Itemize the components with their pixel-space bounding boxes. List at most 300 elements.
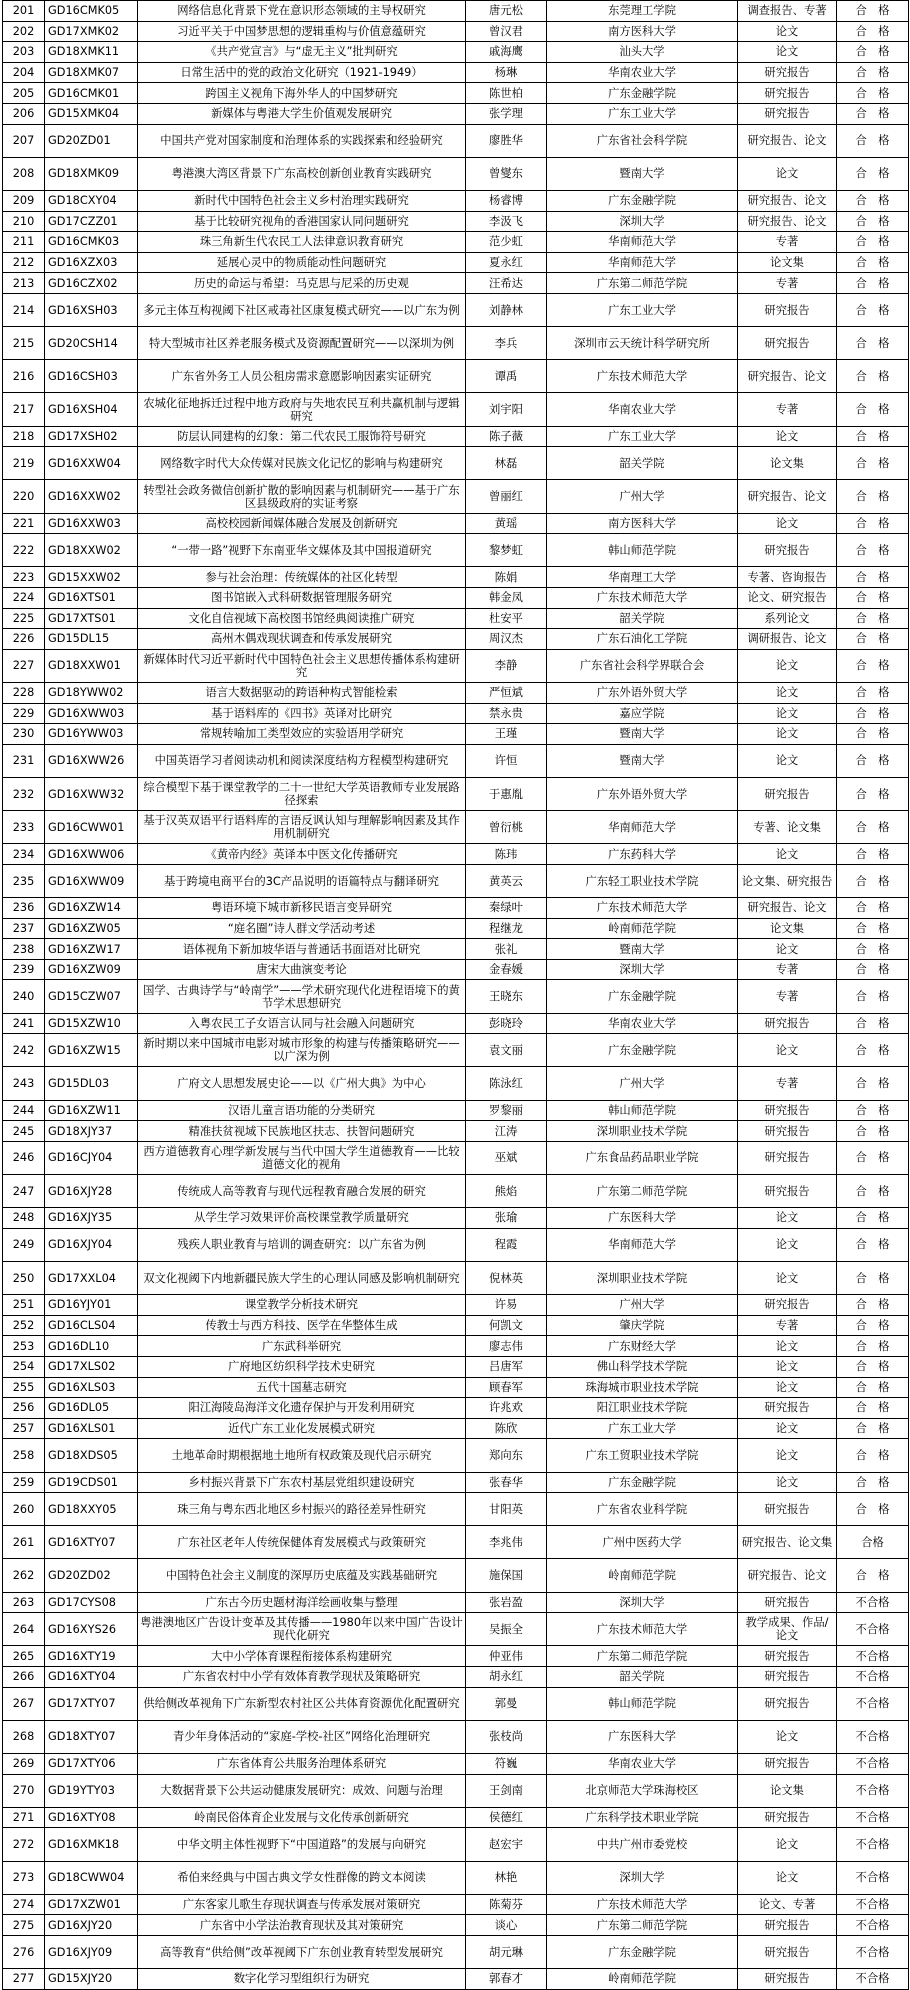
row-number-cell: 235 [3,864,45,897]
table-row [3,649,909,682]
result-type-cell: 论文集、研究报告 [738,864,837,897]
result-type-cell: 教学成果、作品/论文 [738,1613,837,1646]
project-code-cell: GD16XTS01 [45,588,138,609]
leader-name-cell: 于惠胤 [466,777,547,810]
project-code-cell: GD15XXW02 [45,567,138,588]
assessment-result-cell: 合 格 [837,1336,909,1357]
result-type-cell: 论文 [738,513,837,534]
project-title-cell: 广东省农村中小学有效体育教学现状及策略研究 [138,1667,466,1688]
assessment-result-cell: 不合格 [837,1969,909,1990]
row-number-cell: 211 [3,232,45,253]
project-code-cell: GD16CJY04 [45,1141,138,1174]
result-type-cell: 论文 [738,939,837,960]
row-number-cell: 268 [3,1720,45,1753]
row-number-cell: 214 [3,293,45,326]
institution-cell: 广东第二师范学院 [547,273,738,294]
project-code-cell: GD18XXW02 [45,534,138,567]
result-type-cell: 论文 [738,1228,837,1261]
row-number-cell: 215 [3,327,45,360]
project-title-cell: 唐宋大曲演变考论 [138,959,466,980]
result-type-cell: 研究报告 [738,293,837,326]
table-row [3,1935,909,1968]
assessment-result-cell: 合 格 [837,1493,909,1526]
institution-cell: 广东技术师范大学 [547,1613,738,1646]
project-code-cell: GD16XZW11 [45,1100,138,1121]
row-number-cell: 245 [3,1121,45,1142]
result-type-cell: 论文 [738,1261,837,1294]
assessment-result-cell: 合 格 [837,1100,909,1121]
row-number-cell: 209 [3,190,45,211]
table-row [3,1336,909,1357]
row-number-cell: 220 [3,480,45,513]
assessment-result-cell: 不合格 [837,1687,909,1720]
results-table-body [3,1,909,1990]
row-number-cell: 203 [3,42,45,63]
project-title-cell: 历史的命运与希望：马克思与尼采的历史观 [138,273,466,294]
leader-name-cell: 陈泳红 [466,1067,547,1100]
row-number-cell: 202 [3,21,45,42]
institution-cell: 广东第二师范学院 [547,1646,738,1667]
result-type-cell: 论文 [738,744,837,777]
institution-cell: 深圳市云天统计科学研究所 [547,327,738,360]
project-title-cell: 多元主体互构视阈下社区戒毒社区康复模式研究——以广东为例 [138,293,466,326]
leader-name-cell: 王晓东 [466,980,547,1013]
leader-name-cell: 仲亚伟 [466,1646,547,1667]
leader-name-cell: 何凯文 [466,1315,547,1336]
leader-name-cell: 彭晓玲 [466,1013,547,1034]
project-title-cell: 从学生学习效果评价高校课堂教学质量研究 [138,1208,466,1229]
leader-name-cell: 陈子薇 [466,426,547,447]
table-row [3,252,909,273]
assessment-result-cell: 合 格 [837,211,909,232]
row-number-cell: 269 [3,1754,45,1775]
institution-cell: 广东省社会科学院 [547,124,738,157]
institution-cell: 广东省社会科学界联合会 [547,649,738,682]
project-title-cell: 大中小学体育课程衔接体系构建研究 [138,1646,466,1667]
result-type-cell: 研究报告、论文 [738,1559,837,1592]
row-number-cell: 234 [3,844,45,865]
assessment-result-cell: 合 格 [837,1208,909,1229]
result-type-cell: 研究报告 [738,1175,837,1208]
assessment-result-cell: 合 格 [837,252,909,273]
project-title-cell: 跨国主义视角下海外华人的中国梦研究 [138,83,466,104]
project-title-cell: 希伯来经典与中国古典文学女性群像的跨文本阅读 [138,1861,466,1894]
project-title-cell: 基于汉英双语平行语料库的言语反讽认知与理解影响因素及其作用机制研究 [138,811,466,844]
project-code-cell: GD17XXL04 [45,1261,138,1294]
institution-cell: 广东工业大学 [547,426,738,447]
row-number-cell: 218 [3,426,45,447]
table-row [3,1100,909,1121]
result-type-cell: 研究报告 [738,777,837,810]
leader-name-cell: 程霞 [466,1228,547,1261]
institution-cell: 广州中医药大学 [547,1526,738,1559]
project-code-cell: GD15XZW10 [45,1013,138,1034]
leader-name-cell: 赵宏宇 [466,1828,547,1861]
row-number-cell: 251 [3,1295,45,1316]
project-title-cell: 综合模型下基于课堂教学的二十一世纪大学英语教师专业发展路径探索 [138,777,466,810]
results-table [2,0,909,1990]
result-type-cell: 研究报告 [738,1754,837,1775]
project-code-cell: GD20ZD01 [45,124,138,157]
row-number-cell: 233 [3,811,45,844]
assessment-result-cell: 不合格 [837,1720,909,1753]
table-row [3,393,909,426]
institution-cell: 深圳大学 [547,959,738,980]
assessment-result-cell: 合 格 [837,190,909,211]
project-code-cell: GD16XSH04 [45,393,138,426]
row-number-cell: 261 [3,1526,45,1559]
project-code-cell: GD18CXY04 [45,190,138,211]
result-type-cell: 研究报告 [738,1646,837,1667]
institution-cell: 广东金融学院 [547,1034,738,1067]
assessment-result-cell: 合 格 [837,864,909,897]
result-type-cell: 论文 [738,1377,837,1398]
row-number-cell: 244 [3,1100,45,1121]
result-type-cell: 研究报告 [738,1100,837,1121]
row-number-cell: 236 [3,898,45,919]
table-row [3,513,909,534]
institution-cell: 韩山师范学院 [547,534,738,567]
table-row [3,1013,909,1034]
table-row [3,811,909,844]
leader-name-cell: 林磊 [466,447,547,480]
table-row [3,1526,909,1559]
result-type-cell: 论文 [738,21,837,42]
leader-name-cell: 陈欣 [466,1418,547,1439]
row-number-cell: 216 [3,360,45,393]
assessment-result-cell: 不合格 [837,1915,909,1936]
assessment-result-cell: 合 格 [837,939,909,960]
leader-name-cell: 夏永红 [466,252,547,273]
project-code-cell: GD16XZX03 [45,252,138,273]
result-type-cell: 研究报告 [738,1915,837,1936]
row-number-cell: 239 [3,959,45,980]
table-row [3,724,909,745]
leader-name-cell: 韩金凤 [466,588,547,609]
assessment-result-cell: 合 格 [837,480,909,513]
table-row [3,744,909,777]
table-row [3,629,909,650]
leader-name-cell: 吴振全 [466,1613,547,1646]
table-row [3,83,909,104]
leader-name-cell: 顾春军 [466,1377,547,1398]
leader-name-cell: 曾衍桃 [466,811,547,844]
institution-cell: 华南农业大学 [547,1754,738,1775]
institution-cell: 暨南大学 [547,157,738,190]
leader-name-cell: 胡元琳 [466,1935,547,1968]
row-number-cell: 212 [3,252,45,273]
assessment-result-cell: 合 格 [837,811,909,844]
project-code-cell: GD16XXW03 [45,513,138,534]
row-number-cell: 224 [3,588,45,609]
table-row [3,1067,909,1100]
project-code-cell: GD16XZW14 [45,898,138,919]
institution-cell: 韶关学院 [547,608,738,629]
project-title-cell: 高校校园新闻媒体融合发展及创新研究 [138,513,466,534]
table-row [3,1261,909,1294]
row-number-cell: 258 [3,1439,45,1472]
leader-name-cell: 张枝尚 [466,1720,547,1753]
table-row [3,1418,909,1439]
result-type-cell: 专著 [738,393,837,426]
project-code-cell: GD18XMK09 [45,157,138,190]
institution-cell: 深圳大学 [547,211,738,232]
leader-name-cell: 张瑜 [466,1208,547,1229]
institution-cell: 深圳职业技术学院 [547,1261,738,1294]
table-row [3,1861,909,1894]
row-number-cell: 273 [3,1861,45,1894]
project-title-cell: 《黄帝内经》英译本中医文化传播研究 [138,844,466,865]
institution-cell: 珠海城市职业技术学院 [547,1377,738,1398]
row-number-cell: 264 [3,1613,45,1646]
row-number-cell: 267 [3,1687,45,1720]
result-type-cell: 论文 [738,1861,837,1894]
assessment-result-cell: 合 格 [837,844,909,865]
institution-cell: 广东工业大学 [547,103,738,124]
project-title-cell: 特大型城市社区养老服务模式及资源配置研究——以深圳为例 [138,327,466,360]
table-row [3,1613,909,1646]
assessment-result-cell: 合 格 [837,1377,909,1398]
row-number-cell: 265 [3,1646,45,1667]
result-type-cell: 专著 [738,980,837,1013]
project-code-cell: GD16CSH03 [45,360,138,393]
leader-name-cell: 汪希达 [466,273,547,294]
institution-cell: 广东科学技术职业学院 [547,1807,738,1828]
assessment-result-cell: 不合格 [837,1646,909,1667]
table-row [3,1175,909,1208]
row-number-cell: 248 [3,1208,45,1229]
assessment-result-cell: 不合格 [837,1828,909,1861]
leader-name-cell: 廖胜华 [466,124,547,157]
table-row [3,211,909,232]
project-title-cell: 基于比较研究视角的香港国家认同问题研究 [138,211,466,232]
table-row [3,959,909,980]
row-number-cell: 260 [3,1493,45,1526]
table-row [3,293,909,326]
assessment-result-cell: 合 格 [837,1121,909,1142]
institution-cell: 广东财经大学 [547,1336,738,1357]
project-title-cell: 高州木偶戏现状调查和传承发展研究 [138,629,466,650]
project-code-cell: GD17CZZ01 [45,211,138,232]
assessment-result-cell: 合 格 [837,83,909,104]
project-title-cell: 新媒体与粤港大学生价值观发展研究 [138,103,466,124]
row-number-cell: 277 [3,1969,45,1990]
assessment-result-cell: 合 格 [837,608,909,629]
leader-name-cell: 郭曼 [466,1687,547,1720]
result-type-cell: 专著 [738,1067,837,1100]
table-row [3,426,909,447]
assessment-result-cell: 合 格 [837,1013,909,1034]
table-row [3,567,909,588]
institution-cell: 华南师范大学 [547,232,738,253]
leader-name-cell: 周汉杰 [466,629,547,650]
row-number-cell: 271 [3,1807,45,1828]
result-type-cell: 研究报告、论文 [738,211,837,232]
assessment-result-cell: 不合格 [837,1894,909,1915]
row-number-cell: 249 [3,1228,45,1261]
leader-name-cell: 袁文丽 [466,1034,547,1067]
table-row [3,1034,909,1067]
table-row [3,190,909,211]
table-row [3,62,909,83]
project-code-cell: GD16XJY28 [45,1175,138,1208]
row-number-cell: 222 [3,534,45,567]
leader-name-cell: 刘静林 [466,293,547,326]
institution-cell: 广东第二师范学院 [547,1175,738,1208]
table-row [3,273,909,294]
project-code-cell: GD18XDS05 [45,1439,138,1472]
institution-cell: 华南农业大学 [547,393,738,426]
institution-cell: 华南理工大学 [547,567,738,588]
project-title-cell: 土地革命时期根据地土地所有权政策及现代启示研究 [138,1439,466,1472]
table-row [3,1559,909,1592]
assessment-result-cell: 合 格 [837,629,909,650]
institution-cell: 广东技术师范大学 [547,360,738,393]
leader-name-cell: 郭春才 [466,1969,547,1990]
table-row [3,703,909,724]
project-code-cell: GD16CMK05 [45,1,138,22]
institution-cell: 岭南师范学院 [547,1969,738,1990]
assessment-result-cell: 合 格 [837,513,909,534]
project-title-cell: 文化自信视域下高校图书馆经典阅读推广研究 [138,608,466,629]
project-title-cell: 近代广东工业化发展模式研究 [138,1418,466,1439]
project-title-cell: 中国特色社会主义制度的深厚历史底蕴及实践基础研究 [138,1559,466,1592]
result-type-cell: 系列论文 [738,608,837,629]
result-type-cell: 研究报告、论文 [738,124,837,157]
assessment-result-cell: 合 格 [837,1315,909,1336]
assessment-result-cell: 合 格 [837,744,909,777]
table-row [3,1828,909,1861]
project-code-cell: GD16XXW02 [45,480,138,513]
row-number-cell: 225 [3,608,45,629]
result-type-cell: 专著 [738,959,837,980]
assessment-result-cell: 合 格 [837,918,909,939]
row-number-cell: 227 [3,649,45,682]
institution-cell: 深圳职业技术学院 [547,1121,738,1142]
row-number-cell: 274 [3,1894,45,1915]
table-row [3,1774,909,1807]
result-type-cell: 研究报告、论文 [738,190,837,211]
project-code-cell: GD17XSH02 [45,426,138,447]
table-row [3,480,909,513]
table-row [3,21,909,42]
table-row [3,608,909,629]
leader-name-cell: 杨琳 [466,62,547,83]
project-code-cell: GD16XJY35 [45,1208,138,1229]
project-code-cell: GD16XWW03 [45,703,138,724]
assessment-result-cell: 不合格 [837,1807,909,1828]
assessment-result-cell: 合 格 [837,1439,909,1472]
project-title-cell: 网络信息化背景下党在意识形态领域的主导权研究 [138,1,466,22]
leader-name-cell: 巫斌 [466,1141,547,1174]
result-type-cell: 论文 [738,724,837,745]
project-title-cell: 新时期以来中国城市电影对城市形象的构建与传播策略研究——以广深为例 [138,1034,466,1067]
project-title-cell: 广东古今历史题材海洋绘画收集与整理 [138,1592,466,1613]
result-type-cell: 专著 [738,1315,837,1336]
leader-name-cell: 黄瑶 [466,513,547,534]
institution-cell: 广东食品药品职业学院 [547,1141,738,1174]
assessment-result-cell: 不合格 [837,1613,909,1646]
project-code-cell: GD16DL05 [45,1398,138,1419]
project-title-cell: 岭南民俗体育企业发展与文化传承创新研究 [138,1807,466,1828]
project-title-cell: 延展心灵中的物质能动性问题研究 [138,252,466,273]
assessment-result-cell: 合格 [837,1526,909,1559]
project-title-cell: 精准扶贫视域下民族地区扶志、扶智问题研究 [138,1121,466,1142]
project-title-cell: 农城化征地拆迁过程中地方政府与失地农民互利共赢机制与逻辑研究 [138,393,466,426]
leader-name-cell: 黄英云 [466,864,547,897]
table-row [3,1754,909,1775]
leader-name-cell: 施保国 [466,1559,547,1592]
result-type-cell: 专著、论文集 [738,811,837,844]
row-number-cell: 253 [3,1336,45,1357]
project-code-cell: GD18XJY37 [45,1121,138,1142]
project-code-cell: GD20ZD02 [45,1559,138,1592]
project-code-cell: GD16XSH03 [45,293,138,326]
project-title-cell: 供给侧改革视角下广东新型农村社区公共体育资源优化配置研究 [138,1687,466,1720]
assessment-result-cell: 合 格 [837,103,909,124]
row-number-cell: 231 [3,744,45,777]
project-title-cell: 语体视角下新加坡华语与普通话书面语对比研究 [138,939,466,960]
row-number-cell: 219 [3,447,45,480]
project-code-cell: GD16XJY20 [45,1915,138,1936]
table-row [3,1295,909,1316]
result-type-cell: 研究报告 [738,1687,837,1720]
result-type-cell: 研究报告 [738,62,837,83]
institution-cell: 韶关学院 [547,447,738,480]
leader-name-cell: 林艳 [466,1861,547,1894]
project-title-cell: 国学、古典诗学与“岭南学”——学术研究现代化进程语境下的黄节学术思想研究 [138,980,466,1013]
leader-name-cell: 秦绿叶 [466,898,547,919]
table-row [3,1121,909,1142]
result-type-cell: 研究报告 [738,1121,837,1142]
result-type-cell: 论文集 [738,252,837,273]
result-type-cell: 论文 [738,42,837,63]
result-type-cell: 研究报告 [738,83,837,104]
project-title-cell: 基于跨境电商平台的3C产品说明的语篇特点与翻译研究 [138,864,466,897]
assessment-result-cell: 合 格 [837,588,909,609]
assessment-result-cell: 合 格 [837,293,909,326]
row-number-cell: 229 [3,703,45,724]
assessment-result-cell: 合 格 [837,1356,909,1377]
leader-name-cell: 胡永红 [466,1667,547,1688]
table-row [3,898,909,919]
table-row [3,1228,909,1261]
leader-name-cell: 杜安平 [466,608,547,629]
project-code-cell: GD16XTY04 [45,1667,138,1688]
table-row [3,682,909,703]
leader-name-cell: 李兆伟 [466,1526,547,1559]
institution-cell: 广东技术师范大学 [547,1894,738,1915]
assessment-result-cell: 不合格 [837,1861,909,1894]
table-row [3,918,909,939]
assessment-result-cell: 不合格 [837,1592,909,1613]
result-type-cell: 研究报告 [738,327,837,360]
result-type-cell: 论文 [738,703,837,724]
result-type-cell: 论文集 [738,1774,837,1807]
assessment-result-cell: 合 格 [837,1472,909,1493]
institution-cell: 广东金融学院 [547,83,738,104]
table-row [3,447,909,480]
project-title-cell: 传教士与西方科技、医学在华整体生成 [138,1315,466,1336]
leader-name-cell: 金春媛 [466,959,547,980]
table-row [3,157,909,190]
leader-name-cell: 许恒 [466,744,547,777]
project-code-cell: GD16DL10 [45,1336,138,1357]
table-row [3,1969,909,1990]
project-title-cell: 珠三角与粤东西北地区乡村振兴的路径差异性研究 [138,1493,466,1526]
row-number-cell: 221 [3,513,45,534]
assessment-result-cell: 不合格 [837,1774,909,1807]
